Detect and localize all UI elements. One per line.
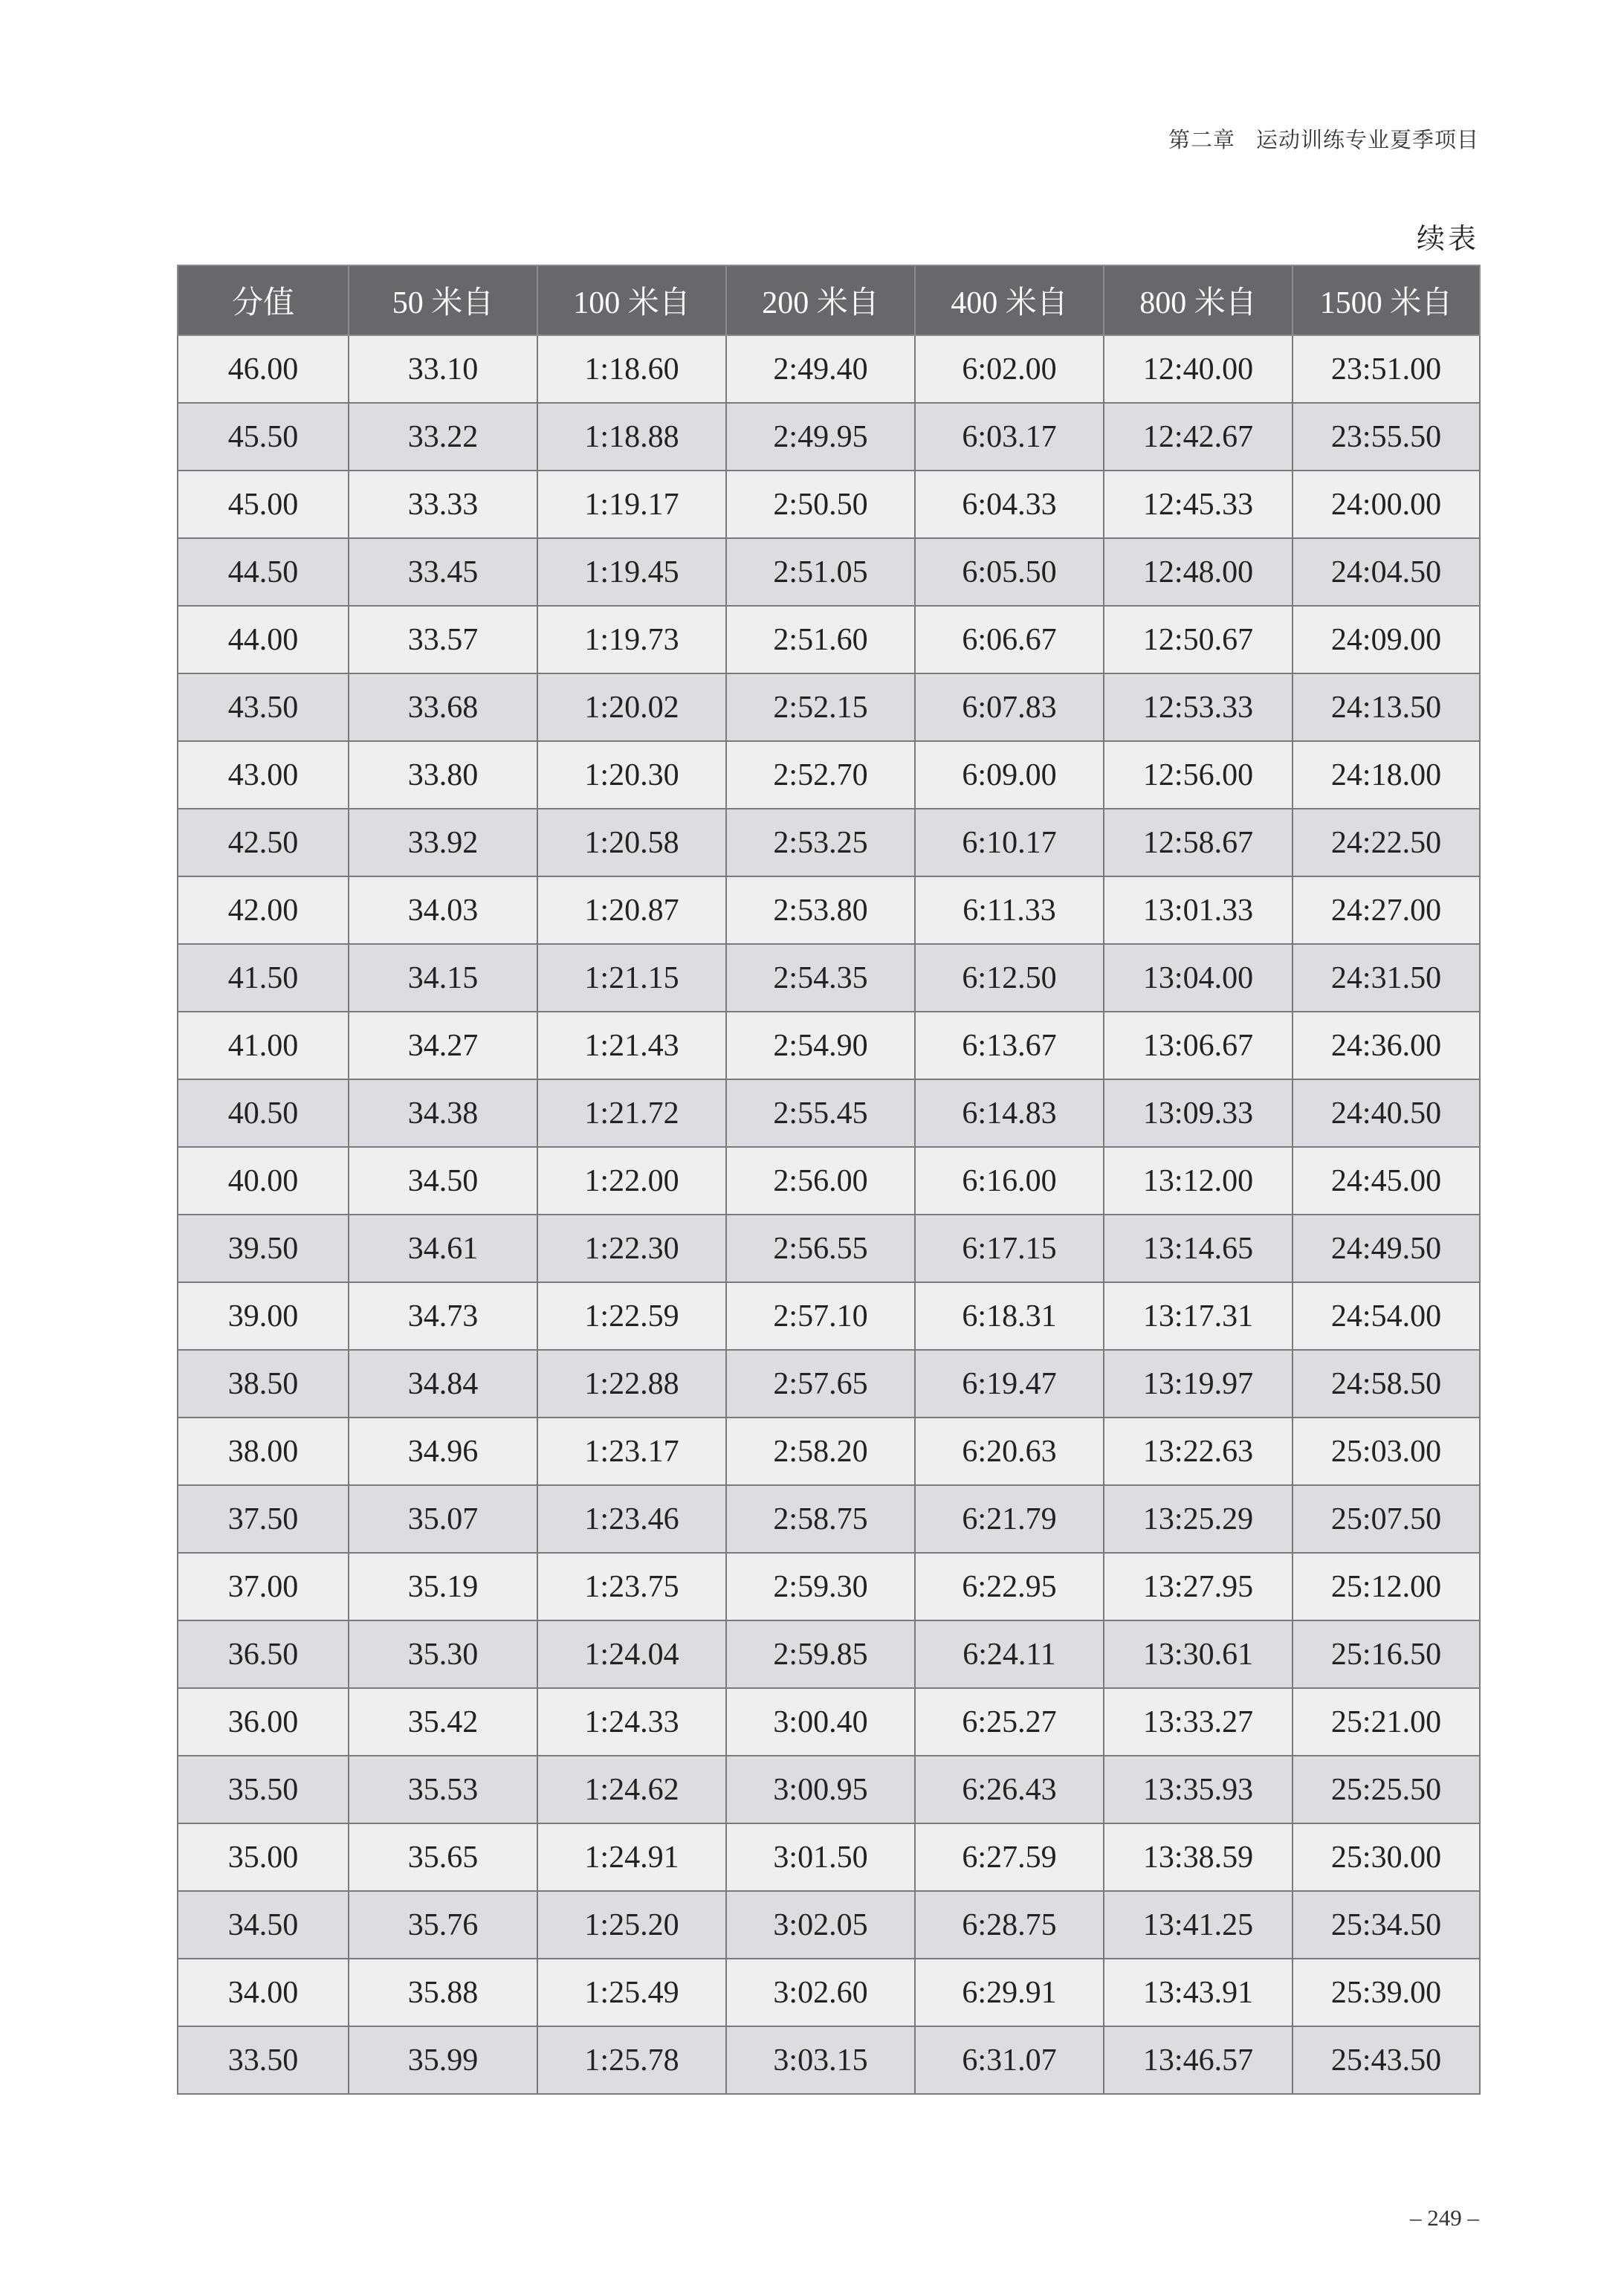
table-row xyxy=(178,1959,1480,2026)
table-cell: 2:58.20 xyxy=(726,1418,915,1485)
table-cell: 13:19.97 xyxy=(1104,1350,1293,1418)
table-cell: 33.22 xyxy=(349,403,537,471)
column-header: 400 米自 xyxy=(915,265,1104,335)
table-cell: 6:14.83 xyxy=(915,1079,1104,1147)
table-cell: 24:40.50 xyxy=(1293,1079,1480,1147)
table-cell: 13:01.33 xyxy=(1104,876,1293,944)
running-head xyxy=(1168,123,1479,154)
table-cell: 6:06.67 xyxy=(915,606,1104,673)
table-cell: 25:03.00 xyxy=(1293,1418,1480,1485)
table-cell: 34.27 xyxy=(349,1012,537,1079)
table-cell: 1:21.43 xyxy=(537,1012,726,1079)
table-cell: 37.50 xyxy=(178,1485,349,1553)
table-cell: 6:21.79 xyxy=(915,1485,1104,1553)
table-cell: 2:51.60 xyxy=(726,606,915,673)
table-cell: 6:29.91 xyxy=(915,1959,1104,2026)
table-cell: 35.30 xyxy=(349,1620,537,1688)
table-cell: 2:57.65 xyxy=(726,1350,915,1418)
table-cell: 1:18.88 xyxy=(537,403,726,471)
table-cell: 1:22.59 xyxy=(537,1282,726,1350)
table-cell: 33.80 xyxy=(349,741,537,809)
table-cell: 3:01.50 xyxy=(726,1823,915,1891)
table-cell: 35.88 xyxy=(349,1959,537,2026)
table-row xyxy=(178,1823,1480,1891)
table-cell: 45.50 xyxy=(178,403,349,471)
table-cell: 44.50 xyxy=(178,538,349,606)
table-cell: 6:11.33 xyxy=(915,876,1104,944)
table-row xyxy=(178,1891,1480,1959)
column-header: 800 米自 xyxy=(1104,265,1293,335)
table-cell: 3:00.40 xyxy=(726,1688,915,1756)
table-cell: 35.19 xyxy=(349,1553,537,1620)
table-cell: 3:03.15 xyxy=(726,2026,915,2094)
table-cell: 12:53.33 xyxy=(1104,673,1293,741)
table-cell: 6:12.50 xyxy=(915,944,1104,1012)
table-cell: 12:48.00 xyxy=(1104,538,1293,606)
table-cell: 6:22.95 xyxy=(915,1553,1104,1620)
table-cell: 2:58.75 xyxy=(726,1485,915,1553)
table-cell: 6:19.47 xyxy=(915,1350,1104,1418)
table-cell: 37.00 xyxy=(178,1553,349,1620)
table-cell: 1:23.17 xyxy=(537,1418,726,1485)
table-cell: 23:51.00 xyxy=(1293,335,1480,403)
table-row xyxy=(178,809,1480,876)
table-cell: 1:20.87 xyxy=(537,876,726,944)
table-cell: 6:24.11 xyxy=(915,1620,1104,1688)
table-row xyxy=(178,538,1480,606)
table-cell: 1:19.45 xyxy=(537,538,726,606)
page-number: – 249 – xyxy=(1410,2205,1479,2231)
table-cell: 25:25.50 xyxy=(1293,1756,1480,1823)
table-cell: 24:36.00 xyxy=(1293,1012,1480,1079)
table-cell: 34.50 xyxy=(178,1891,349,1959)
table-cell: 25:12.00 xyxy=(1293,1553,1480,1620)
score-table xyxy=(177,265,1481,2095)
table-cell: 25:07.50 xyxy=(1293,1485,1480,1553)
table-cell: 12:45.33 xyxy=(1104,471,1293,538)
table-row xyxy=(178,1485,1480,1553)
table-cell: 38.00 xyxy=(178,1418,349,1485)
table-cell: 35.76 xyxy=(349,1891,537,1959)
table-cell: 35.07 xyxy=(349,1485,537,1553)
table-cell: 2:52.70 xyxy=(726,741,915,809)
table-cell: 25:30.00 xyxy=(1293,1823,1480,1891)
table-cell: 34.00 xyxy=(178,1959,349,2026)
table-cell: 43.50 xyxy=(178,673,349,741)
table-cell: 13:09.33 xyxy=(1104,1079,1293,1147)
table-cell: 24:18.00 xyxy=(1293,741,1480,809)
table-cell: 12:58.67 xyxy=(1104,809,1293,876)
table-cell: 36.50 xyxy=(178,1620,349,1688)
table-row xyxy=(178,1079,1480,1147)
table-cell: 2:54.90 xyxy=(726,1012,915,1079)
table-cell: 33.92 xyxy=(349,809,537,876)
table-cell: 24:09.00 xyxy=(1293,606,1480,673)
table-cell: 13:06.67 xyxy=(1104,1012,1293,1079)
table-row xyxy=(178,471,1480,538)
table-cell: 13:04.00 xyxy=(1104,944,1293,1012)
table-cell: 1:24.33 xyxy=(537,1688,726,1756)
table-cell: 1:19.17 xyxy=(537,471,726,538)
table-cell: 24:58.50 xyxy=(1293,1350,1480,1418)
table-row xyxy=(178,335,1480,403)
table-cell: 34.15 xyxy=(349,944,537,1012)
table-row xyxy=(178,944,1480,1012)
table-cell: 24:27.00 xyxy=(1293,876,1480,944)
table-row xyxy=(178,1215,1480,1282)
table-cell: 34.38 xyxy=(349,1079,537,1147)
table-cell: 2:59.85 xyxy=(726,1620,915,1688)
column-header: 50 米自 xyxy=(349,265,537,335)
table-cell: 35.42 xyxy=(349,1688,537,1756)
table-cell: 6:20.63 xyxy=(915,1418,1104,1485)
table-cell: 34.96 xyxy=(349,1418,537,1485)
table-cell: 46.00 xyxy=(178,335,349,403)
table-cell: 38.50 xyxy=(178,1350,349,1418)
table-cell: 2:56.00 xyxy=(726,1147,915,1215)
table-cell: 6:03.17 xyxy=(915,403,1104,471)
table-row xyxy=(178,1553,1480,1620)
table-cell: 6:18.31 xyxy=(915,1282,1104,1350)
table-cell: 6:02.00 xyxy=(915,335,1104,403)
table-cell: 13:22.63 xyxy=(1104,1418,1293,1485)
table-row xyxy=(178,673,1480,741)
table-cell: 1:22.88 xyxy=(537,1350,726,1418)
table-cell: 6:05.50 xyxy=(915,538,1104,606)
table-cell: 39.50 xyxy=(178,1215,349,1282)
table-cell: 24:13.50 xyxy=(1293,673,1480,741)
table-cell: 1:24.62 xyxy=(537,1756,726,1823)
table-row xyxy=(178,2026,1480,2094)
table-cell: 2:57.10 xyxy=(726,1282,915,1350)
table-continued-caption: 续表 xyxy=(1416,224,1479,255)
table-cell: 13:25.29 xyxy=(1104,1485,1293,1553)
table-cell: 13:12.00 xyxy=(1104,1147,1293,1215)
table-cell: 25:43.50 xyxy=(1293,2026,1480,2094)
table-cell: 13:30.61 xyxy=(1104,1620,1293,1688)
table-row xyxy=(178,606,1480,673)
table-cell: 33.68 xyxy=(349,673,537,741)
table-header xyxy=(178,265,1480,335)
table-cell: 24:31.50 xyxy=(1293,944,1480,1012)
table-cell: 6:25.27 xyxy=(915,1688,1104,1756)
table-cell: 34.73 xyxy=(349,1282,537,1350)
table-cell: 2:53.80 xyxy=(726,876,915,944)
table-cell: 1:25.20 xyxy=(537,1891,726,1959)
table-cell: 12:42.67 xyxy=(1104,403,1293,471)
table-cell: 34.50 xyxy=(349,1147,537,1215)
table-cell: 12:40.00 xyxy=(1104,335,1293,403)
table-cell: 2:50.50 xyxy=(726,471,915,538)
table-row xyxy=(178,741,1480,809)
table-cell: 24:45.00 xyxy=(1293,1147,1480,1215)
table-cell: 6:27.59 xyxy=(915,1823,1104,1891)
table-cell: 13:43.91 xyxy=(1104,1959,1293,2026)
table-cell: 3:02.05 xyxy=(726,1891,915,1959)
table-cell: 13:14.65 xyxy=(1104,1215,1293,1282)
table-row xyxy=(178,1282,1480,1350)
table-cell: 44.00 xyxy=(178,606,349,673)
table-cell: 13:41.25 xyxy=(1104,1891,1293,1959)
table-cell: 1:19.73 xyxy=(537,606,726,673)
table-cell: 1:25.78 xyxy=(537,2026,726,2094)
table-row xyxy=(178,1756,1480,1823)
table-cell: 42.50 xyxy=(178,809,349,876)
table-cell: 42.00 xyxy=(178,876,349,944)
table-cell: 13:17.31 xyxy=(1104,1282,1293,1350)
table-cell: 1:22.00 xyxy=(537,1147,726,1215)
table-cell: 2:56.55 xyxy=(726,1215,915,1282)
table-cell: 3:02.60 xyxy=(726,1959,915,2026)
table-cell: 2:52.15 xyxy=(726,673,915,741)
table-row xyxy=(178,1147,1480,1215)
table-cell: 1:20.02 xyxy=(537,673,726,741)
table-cell: 34.03 xyxy=(349,876,537,944)
table-cell: 2:49.95 xyxy=(726,403,915,471)
table-cell: 24:22.50 xyxy=(1293,809,1480,876)
column-header: 1500 米自 xyxy=(1293,265,1480,335)
table-cell: 23:55.50 xyxy=(1293,403,1480,471)
table-cell: 2:54.35 xyxy=(726,944,915,1012)
table-cell: 13:27.95 xyxy=(1104,1553,1293,1620)
table-cell: 6:04.33 xyxy=(915,471,1104,538)
table-cell: 6:09.00 xyxy=(915,741,1104,809)
chapter-label: 第二章 xyxy=(1168,129,1235,152)
table-cell: 6:17.15 xyxy=(915,1215,1104,1282)
table-cell: 35.00 xyxy=(178,1823,349,1891)
table-cell: 13:46.57 xyxy=(1104,2026,1293,2094)
table-cell: 25:16.50 xyxy=(1293,1620,1480,1688)
table-cell: 1:21.72 xyxy=(537,1079,726,1147)
column-header: 100 米自 xyxy=(537,265,726,335)
table-cell: 1:22.30 xyxy=(537,1215,726,1282)
column-header: 200 米自 xyxy=(726,265,915,335)
table-cell: 3:00.95 xyxy=(726,1756,915,1823)
table-cell: 12:56.00 xyxy=(1104,741,1293,809)
column-header: 分值 xyxy=(178,265,349,335)
table-cell: 13:33.27 xyxy=(1104,1688,1293,1756)
table-cell: 41.00 xyxy=(178,1012,349,1079)
table-cell: 39.00 xyxy=(178,1282,349,1350)
table-cell: 6:16.00 xyxy=(915,1147,1104,1215)
table-row xyxy=(178,1688,1480,1756)
table-cell: 34.61 xyxy=(349,1215,537,1282)
table-cell: 25:21.00 xyxy=(1293,1688,1480,1756)
table-cell: 2:49.40 xyxy=(726,335,915,403)
table-cell: 43.00 xyxy=(178,741,349,809)
table-cell: 2:59.30 xyxy=(726,1553,915,1620)
table-cell: 6:31.07 xyxy=(915,2026,1104,2094)
table-cell: 40.00 xyxy=(178,1147,349,1215)
table-cell: 45.00 xyxy=(178,471,349,538)
table-row xyxy=(178,1350,1480,1418)
table-cell: 2:51.05 xyxy=(726,538,915,606)
table-cell: 35.53 xyxy=(349,1756,537,1823)
table-cell: 33.10 xyxy=(349,335,537,403)
table-cell: 33.33 xyxy=(349,471,537,538)
table-cell: 36.00 xyxy=(178,1688,349,1756)
table-row xyxy=(178,1418,1480,1485)
table-cell: 6:28.75 xyxy=(915,1891,1104,1959)
table-cell: 24:49.50 xyxy=(1293,1215,1480,1282)
table-cell: 33.45 xyxy=(349,538,537,606)
table-cell: 33.50 xyxy=(178,2026,349,2094)
table-row xyxy=(178,876,1480,944)
table-cell: 6:10.17 xyxy=(915,809,1104,876)
table-cell: 33.57 xyxy=(349,606,537,673)
header-row xyxy=(178,265,1480,335)
table-cell: 34.84 xyxy=(349,1350,537,1418)
table-cell: 1:24.91 xyxy=(537,1823,726,1891)
table-cell: 6:13.67 xyxy=(915,1012,1104,1079)
table-cell: 25:34.50 xyxy=(1293,1891,1480,1959)
table-cell: 13:35.93 xyxy=(1104,1756,1293,1823)
table-cell: 41.50 xyxy=(178,944,349,1012)
table-cell: 35.99 xyxy=(349,2026,537,2094)
table-cell: 1:23.46 xyxy=(537,1485,726,1553)
table-cell: 24:00.00 xyxy=(1293,471,1480,538)
table-cell: 1:21.15 xyxy=(537,944,726,1012)
table-cell: 1:24.04 xyxy=(537,1620,726,1688)
table-cell: 1:23.75 xyxy=(537,1553,726,1620)
table-cell: 35.65 xyxy=(349,1823,537,1891)
chapter-title: 运动训练专业夏季项目 xyxy=(1255,129,1479,152)
table-cell: 24:54.00 xyxy=(1293,1282,1480,1350)
table-cell: 40.50 xyxy=(178,1079,349,1147)
table-cell: 35.50 xyxy=(178,1756,349,1823)
table-cell: 1:25.49 xyxy=(537,1959,726,2026)
table-cell: 24:04.50 xyxy=(1293,538,1480,606)
table-cell: 13:38.59 xyxy=(1104,1823,1293,1891)
table-cell: 1:18.60 xyxy=(537,335,726,403)
table-cell: 2:53.25 xyxy=(726,809,915,876)
table-cell: 6:07.83 xyxy=(915,673,1104,741)
table-row xyxy=(178,1620,1480,1688)
table-cell: 6:26.43 xyxy=(915,1756,1104,1823)
table-cell: 2:55.45 xyxy=(726,1079,915,1147)
table-cell: 25:39.00 xyxy=(1293,1959,1480,2026)
table-row xyxy=(178,1012,1480,1079)
table-body xyxy=(178,335,1480,2094)
table-row xyxy=(178,403,1480,471)
table-cell: 12:50.67 xyxy=(1104,606,1293,673)
table-cell: 1:20.30 xyxy=(537,741,726,809)
table-cell: 1:20.58 xyxy=(537,809,726,876)
